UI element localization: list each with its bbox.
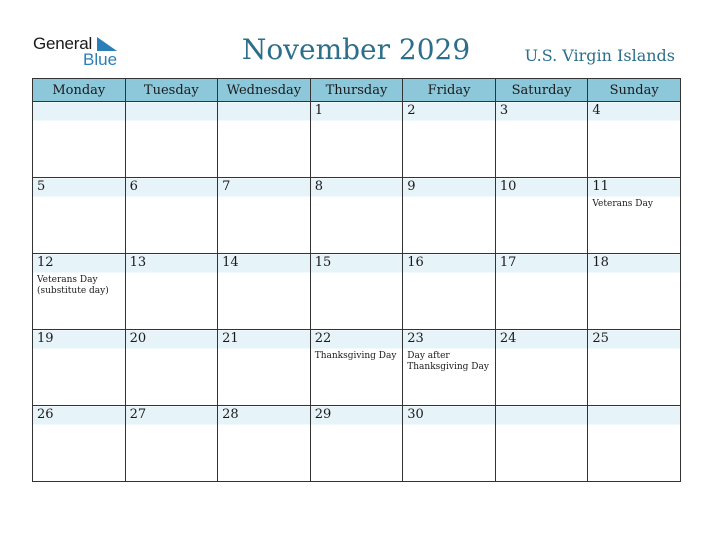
day-number: 14: [222, 255, 239, 270]
day-number: 12: [37, 255, 54, 270]
day-number: 1: [314, 103, 323, 118]
day-cell: [125, 178, 218, 254]
day-cell: [125, 254, 218, 330]
day-cell: [588, 178, 681, 254]
week-row: [33, 406, 681, 482]
day-number: 2: [407, 103, 416, 118]
week-row: [33, 102, 681, 178]
holiday-label: Veterans Day: [592, 199, 653, 209]
day-cell: [310, 254, 403, 330]
day-cell: [403, 102, 496, 178]
day-cell: [33, 406, 126, 482]
day-number: 5: [37, 179, 46, 194]
day-cell: [403, 330, 496, 406]
day-number: 24: [499, 331, 517, 346]
day-number: 29: [314, 407, 332, 422]
day-number: 16: [407, 255, 424, 270]
brand-name-general: General: [33, 34, 93, 53]
day-cell: [310, 102, 403, 178]
page-title: November 2029: [241, 33, 471, 66]
day-number: 20: [129, 331, 147, 346]
brand-triangle-icon: [97, 37, 117, 51]
day-number: 23: [407, 331, 424, 346]
week-row: [33, 178, 681, 254]
brand-name-blue: Blue: [83, 50, 118, 69]
day-number: 22: [314, 331, 332, 346]
day-number: 26: [37, 407, 54, 422]
day-cell: [403, 254, 496, 330]
day-cell: [310, 178, 403, 254]
day-number: 3: [499, 103, 509, 118]
day-number: [33, 102, 125, 121]
weekday-header-row: [33, 79, 681, 102]
day-number: 10: [499, 179, 517, 194]
day-cell: [403, 406, 496, 482]
holiday-label: Day after Thanksgiving Day: [407, 351, 489, 372]
day-cell: [33, 330, 126, 406]
day-cell: [495, 406, 588, 482]
day-number: [218, 102, 310, 121]
day-cell: [495, 102, 588, 178]
day-cell: [588, 406, 681, 482]
weekday-header: Monday: [33, 79, 126, 102]
day-cell: [33, 102, 126, 178]
day-number: 8: [314, 179, 323, 194]
day-number: 28: [222, 407, 239, 422]
day-cell: [495, 254, 588, 330]
day-cell: [310, 406, 403, 482]
day-number: 7: [222, 179, 231, 194]
day-cell: [588, 102, 681, 178]
day-cell: [495, 330, 588, 406]
day-cell: [310, 330, 403, 406]
day-number: 9: [407, 179, 416, 194]
day-number: 15: [314, 255, 332, 270]
brand-logo: [33, 34, 123, 70]
day-cell: [218, 254, 311, 330]
weekday-header: Wednesday: [218, 79, 311, 102]
day-number: 6: [129, 179, 138, 194]
day-number: 25: [592, 331, 609, 346]
week-row: [33, 254, 681, 330]
calendar-grid: [32, 78, 681, 482]
region-label: U.S. Virgin Islands: [524, 46, 675, 65]
holiday-label: Thanksgiving Day: [314, 351, 397, 361]
day-cell: [218, 406, 311, 482]
day-number: 13: [129, 255, 147, 270]
day-cell: [495, 178, 588, 254]
day-cell: [218, 330, 311, 406]
day-cell: [588, 254, 681, 330]
day-number: 17: [499, 255, 517, 270]
day-number: 19: [37, 331, 54, 346]
day-number: 4: [592, 103, 601, 118]
day-number: [126, 102, 218, 121]
weekday-header: Thursday: [310, 79, 403, 102]
day-cell: [403, 178, 496, 254]
day-number: [588, 406, 680, 425]
day-cell: [125, 406, 218, 482]
day-cell: [33, 178, 126, 254]
day-number: 21: [222, 331, 239, 346]
week-row: [33, 330, 681, 406]
day-number: 27: [129, 407, 147, 422]
day-number: [496, 406, 588, 425]
day-number: 30: [407, 407, 424, 422]
day-number: 18: [592, 255, 609, 270]
day-cell: [33, 254, 126, 330]
day-number: 11: [592, 179, 609, 194]
day-cell: [125, 102, 218, 178]
day-cell: [125, 330, 218, 406]
weekday-header: Sunday: [588, 79, 681, 102]
weekday-header: Friday: [403, 79, 496, 102]
day-cell: [218, 102, 311, 178]
weekday-header: Tuesday: [125, 79, 218, 102]
holiday-label: Veterans Day (substitute day): [37, 275, 109, 296]
day-cell: [218, 178, 311, 254]
weekday-header: Saturday: [495, 79, 588, 102]
day-cell: [588, 330, 681, 406]
